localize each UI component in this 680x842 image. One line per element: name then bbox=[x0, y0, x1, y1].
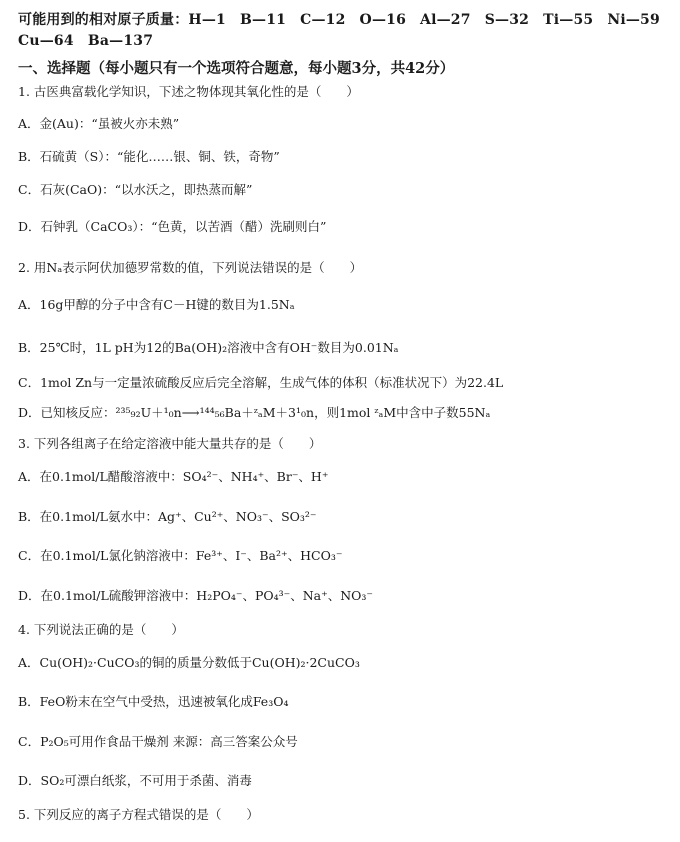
question-3-option-b: B．在0.1mol/L氨水中：Ag⁺、Cu²⁺、NO₃⁻、SO₃²⁻ bbox=[18, 509, 317, 524]
question-4-option-c: C．P₂O₅可用作食品干燥剂 来源：高三答案公众号 bbox=[18, 734, 298, 749]
question-3-stem: 3. 下列各组离子在给定溶液中能大量共存的是（ ） bbox=[18, 436, 322, 451]
question-1-option-b: B．石硫黄（S）：“能化……银、铜、铁，奇物” bbox=[18, 149, 280, 164]
question-1-option-a: A．金(Au)：“虽被火亦未熟” bbox=[18, 116, 180, 131]
question-2-option-c: C．1mol Zn与一定量浓硫酸反应后完全溶解，生成气体的体积（标准状况下）为22.4L bbox=[18, 375, 504, 390]
question-4-stem: 4. 下列说法正确的是（ ） bbox=[18, 622, 184, 637]
question-5-stem: 5. 下列反应的离子方程式错误的是（ ） bbox=[18, 807, 259, 822]
atomic-mass-line-2 bbox=[18, 33, 672, 49]
question-3-option-a: A．在0.1mol/L醋酸溶液中：SO₄²⁻、NH₄⁺、Br⁻、H⁺ bbox=[18, 469, 329, 484]
element-mass: Ni—59 bbox=[607, 12, 660, 28]
element-mass: O—16 bbox=[359, 12, 407, 28]
section-title: 一、选择题（每小题只有一个选项符合题意，每小题3分，共42分） bbox=[18, 60, 455, 77]
element-mass: H—1 bbox=[188, 12, 226, 28]
element-mass: C—12 bbox=[300, 12, 346, 28]
element-mass: Ba—137 bbox=[87, 33, 154, 49]
question-4-option-d: D．SO₂可漂白纸浆，不可用于杀菌、消毒 bbox=[18, 773, 252, 788]
question-1-option-c: C．石灰(CaO)：“以水沃之，即热蒸而解” bbox=[18, 182, 253, 197]
element-mass: Cu—64 bbox=[18, 33, 74, 49]
question-3-option-c: C．在0.1mol/L氯化钠溶液中：Fe³⁺、I⁻、Ba²⁺、HCO₃⁻ bbox=[18, 548, 343, 563]
question-4-option-b: B．FeO粉末在空气中受热，迅速被氧化成Fe₃O₄ bbox=[18, 694, 289, 709]
element-mass: S—32 bbox=[484, 12, 530, 28]
question-1-option-d: D．石钟乳（CaCO₃）：“色黄，以苦酒（醋）洗刷则白” bbox=[18, 219, 327, 234]
question-2-option-b: B．25℃时，1L pH为12的Ba(OH)₂溶液中含有OH⁻数目为0.01Nₐ bbox=[18, 340, 399, 355]
atomic-mass-line-1 bbox=[18, 9, 672, 29]
element-mass: Ti—55 bbox=[543, 12, 594, 28]
question-1-stem: 1. 古医典富载化学知识，下述之物体现其氧化性的是（ ） bbox=[18, 84, 359, 99]
element-mass: B—11 bbox=[239, 12, 287, 28]
question-4-option-a: A．Cu(OH)₂·CuCO₃的铜的质量分数低于Cu(OH)₂·2CuCO₃ bbox=[18, 655, 360, 670]
element-mass: Al—27 bbox=[420, 12, 471, 28]
question-2-option-d: D．已知核反应：²³⁵₉₂U＋¹₀n⟶¹⁴⁴₅₆Ba＋ᶻₐM＋3¹₀n，则1mol ᶻₐM中含中子数55Nₐ bbox=[18, 405, 491, 420]
question-3-option-d: D．在0.1mol/L硫酸钾溶液中：H₂PO₄⁻、PO₄³⁻、Na⁺、NO₃⁻ bbox=[18, 588, 374, 603]
question-2-stem: 2. 用Nₐ表示阿伏加德罗常数的值，下列说法错误的是（ ） bbox=[18, 260, 363, 275]
question-2-option-a: A．16g甲醇的分子中含有C－H键的数目为1.5Nₐ bbox=[18, 297, 295, 312]
atomic-mass-label: 可能用到的相对原子质量： bbox=[18, 12, 189, 28]
